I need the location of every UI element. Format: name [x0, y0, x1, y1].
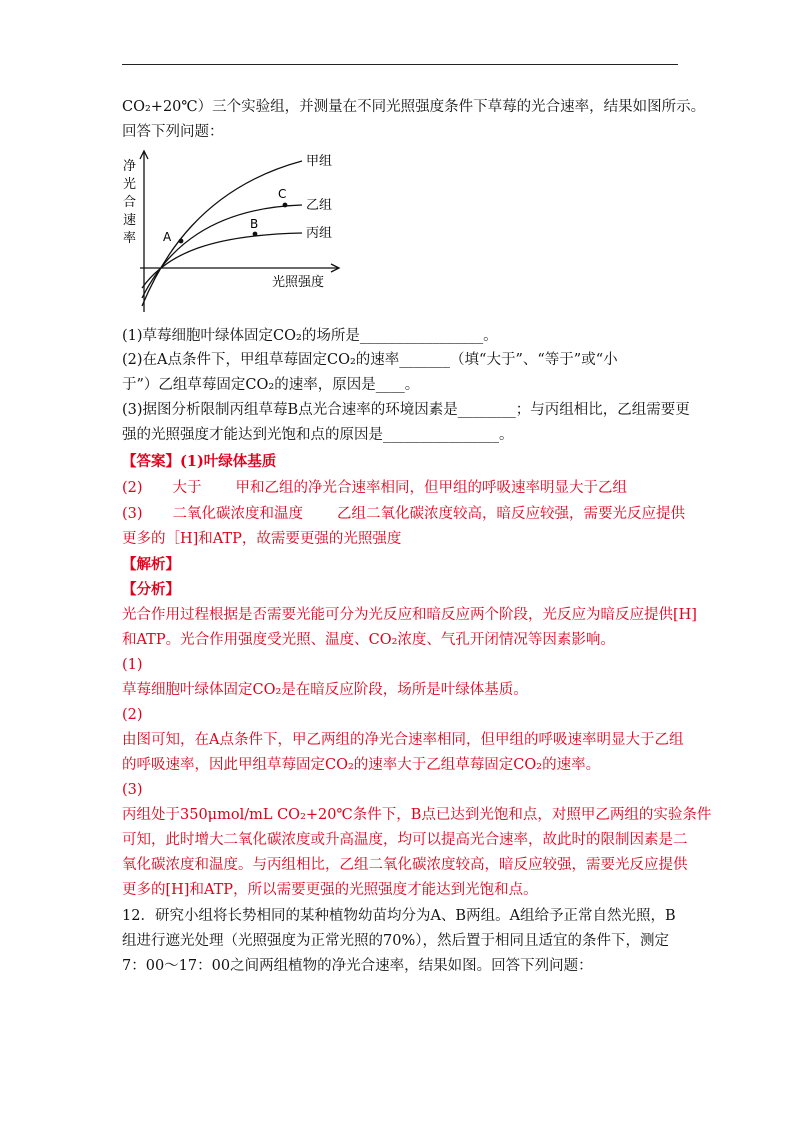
question-12-line-2: 组进行遮光处理（光照强度为正常光照的70%），然后置于相同且适宜的条件下，测定 [122, 933, 669, 949]
photosynthesis-figure [122, 148, 362, 318]
point-label-C: C [278, 187, 287, 201]
point-B [253, 232, 258, 237]
analysis-s2-line-1: 由图可知，在A点条件下，甲乙两组的净光合速率相同，但甲组的呼吸速率明显大于乙组 [122, 732, 684, 748]
intro-line-2: 回答下列问题： [122, 124, 224, 140]
analysis-n1: (1) [122, 657, 143, 673]
analysis-s3-line-2: 可知，此时增大二氧化碳浓度或升高温度，均可以提高光合速率，故此时的限制因素是二 [122, 832, 688, 848]
x-label: 光照强度 [272, 275, 325, 290]
answer-3-reason-2: 更多的［H]和ATP，故需要更强的光照强度 [122, 531, 402, 547]
question-1: (1)草莓细胞叶绿体固定CO₂的场所是_________________。 [122, 328, 498, 344]
analysis-p1-line-2: 和ATP。光合作用强度受光照、温度、CO₂浓度、气孔开闭情况等因素影响。 [122, 632, 615, 648]
analysis-s1: 草莓细胞叶绿体固定CO₂是在暗反应阶段，场所是叶绿体基质。 [122, 682, 528, 698]
y-label-char-5: 率 [123, 231, 137, 246]
analysis-n2: (2) [122, 707, 143, 723]
analysis-subtag: 【分析】 [122, 581, 180, 598]
point-label-A: A [163, 230, 172, 244]
point-label-B: B [250, 217, 259, 231]
analysis-tag: 【解析】 [122, 556, 180, 573]
point-A [179, 239, 184, 244]
answer-3-reason-1: 乙组二氧化碳浓度较高，暗反应较强，需要光反应提供 [337, 506, 686, 522]
y-label-char-2: 光 [123, 177, 137, 192]
intro-line-1: CO₂+20℃）三个实验组，并测量在不同光照强度条件下草莓的光合速率，结果如图所示。 [122, 99, 706, 115]
point-C [283, 203, 288, 208]
curve-label-jia: 甲组 [306, 154, 333, 169]
question-3-line-1: (3)据图分析限制丙组草莓B点光合速率的环境因素是________；与丙组相比，乙组需要更 [122, 402, 690, 418]
curve-label-yi: 乙组 [306, 198, 333, 213]
analysis-s3-line-3: 氧化碳浓度和温度。与丙组相比，乙组二氧化碳浓度较高，暗反应较强，需要光反应提供 [122, 857, 688, 873]
y-label-char-3: 合 [123, 195, 137, 210]
answer-1: (1)叶绿体基质 [180, 453, 277, 470]
answer-3-value: 二氧化碳浓度和温度 [172, 506, 304, 522]
answer-line-2 [122, 478, 627, 498]
analysis-n3: (3) [122, 782, 143, 798]
question-2-line-1: (2)在A点条件下，甲组草莓固定CO₂的速率_______（填“大于”、“等于”或“小 [122, 352, 618, 368]
answer-2-reason: 甲和乙组的净光合速率相同，但甲组的呼吸速率明显大于乙组 [235, 480, 628, 496]
answer-2-value: 大于 [172, 480, 202, 496]
answer-tag: 【答案】 [122, 453, 180, 470]
analysis-s2-line-2: 的呼吸速率，因此甲组草莓固定CO₂的速率大于乙组草莓固定CO₂的速率。 [122, 757, 601, 773]
y-label-char-4: 速 [123, 213, 137, 228]
curve-label-bing: 丙组 [306, 226, 333, 241]
answer-line-1 [122, 452, 276, 472]
answer-3-number: (3) [122, 506, 143, 522]
answer-2-number: (2) [122, 480, 143, 496]
analysis-p1-line-1: 光合作用过程根据是否需要光能可分为光反应和暗反应两个阶段，光反应为暗反应提供[H] [122, 607, 697, 623]
question-12-line-1: 12．研究小组将长势相同的某种植物幼苗均分为A、B两组。A组给予正常自然光照，B [122, 908, 676, 924]
question-12-line-3: 7：00～17：00之间两组植物的净光合速率，结果如图。回答下列问题： [122, 958, 593, 974]
answer-line-3 [122, 504, 685, 524]
question-3-line-2: 强的光照强度才能达到光饱和点的原因是________________。 [122, 427, 514, 443]
question-2-line-2: 于”）乙组草莓固定CO₂的速率，原因是____。 [122, 377, 420, 393]
analysis-s3-line-4: 更多的[H]和ATP，所以需要更强的光照强度才能达到光饱和点。 [122, 882, 538, 898]
analysis-s3-line-1: 丙组处于350μmol/mL CO₂+20℃条件下，B点已达到光饱和点，对照甲乙两组的实验条件 [122, 807, 712, 823]
y-label-char-1: 净 [123, 159, 137, 174]
header-rule [122, 64, 678, 65]
